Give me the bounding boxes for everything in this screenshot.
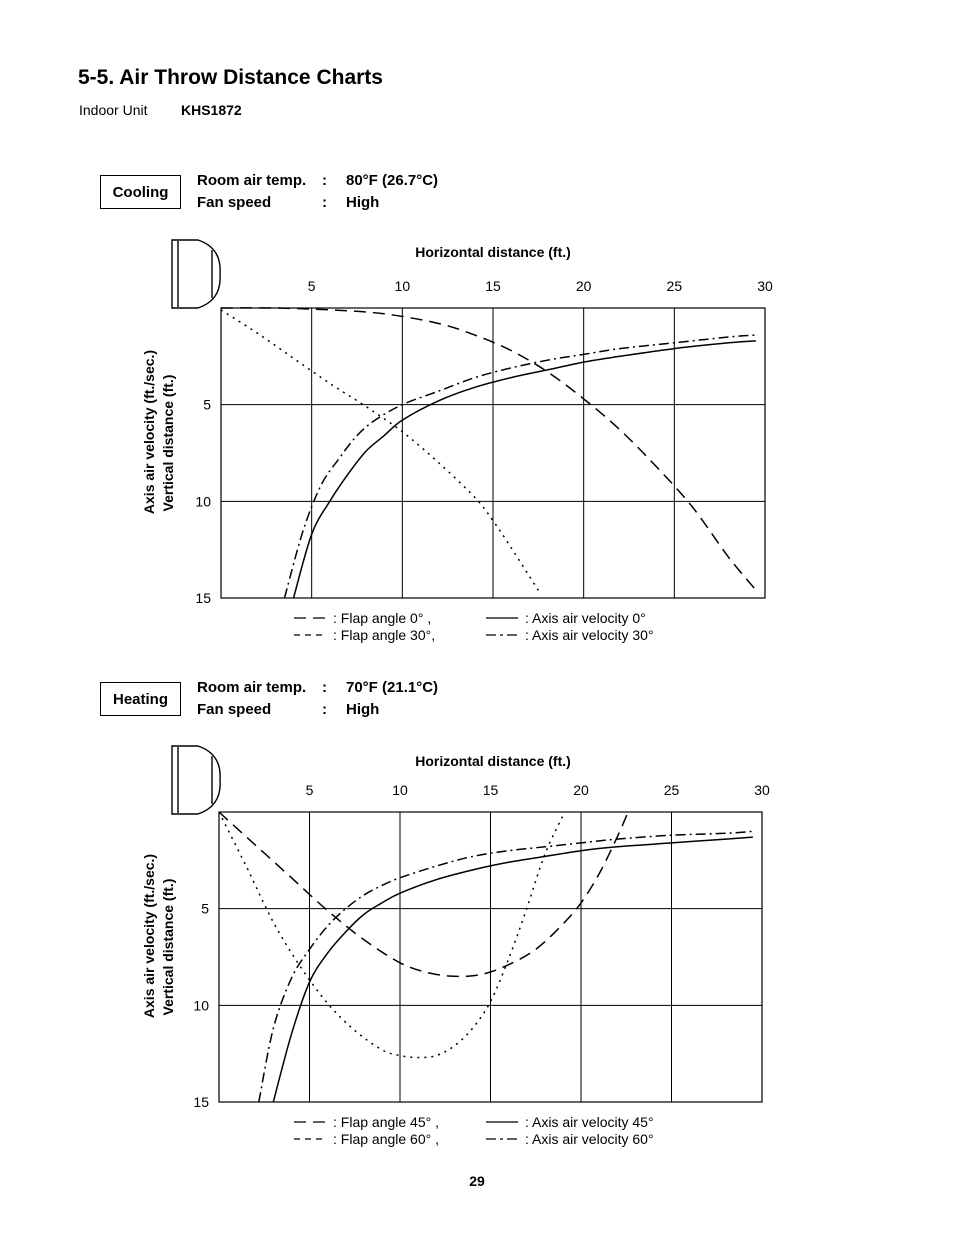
y-tick-label: 5 bbox=[201, 900, 209, 917]
y-tick-label: 15 bbox=[193, 1094, 209, 1110]
x-axis-title: Horizontal distance (ft.) bbox=[415, 244, 571, 260]
x-tick-label: 5 bbox=[307, 278, 316, 294]
page-title: 5-5. Air Throw Distance Charts bbox=[78, 66, 383, 89]
series-flap-line bbox=[221, 308, 758, 592]
y-tick-label: 5 bbox=[203, 396, 211, 413]
x-tick-label: 30 bbox=[757, 278, 773, 294]
indoor-unit-icon bbox=[172, 746, 220, 814]
page-number: 29 bbox=[469, 1173, 485, 1189]
condition-value: High bbox=[346, 701, 380, 718]
cooling-mode-box: Cooling bbox=[100, 175, 181, 209]
x-tick-label: 30 bbox=[754, 782, 770, 798]
y-axis-title-secondary: Vertical distance (ft.) bbox=[160, 374, 176, 512]
condition-separator: : bbox=[322, 194, 327, 211]
y-tick-label: 10 bbox=[193, 997, 209, 1014]
indoor-unit-icon bbox=[172, 240, 220, 308]
y-axis-title-secondary: Vertical distance (ft.) bbox=[160, 878, 176, 1016]
x-tick-label: 20 bbox=[573, 782, 589, 798]
x-tick-label: 25 bbox=[663, 782, 680, 798]
x-tick-label: 10 bbox=[392, 782, 408, 798]
unit-model: KHS1872 bbox=[181, 102, 242, 118]
legend-label: : Flap angle 30°, bbox=[333, 627, 436, 643]
condition-separator: : bbox=[322, 701, 327, 718]
legend-label: : Axis air velocity 60° bbox=[525, 1131, 654, 1147]
condition-label: Fan speed bbox=[197, 194, 272, 211]
series-flap-line-alt bbox=[221, 310, 538, 590]
legend-label: : Axis air velocity 45° bbox=[525, 1114, 654, 1130]
series-velocity-line bbox=[273, 837, 753, 1102]
condition-label: Fan speed bbox=[197, 701, 272, 718]
x-tick-label: 5 bbox=[305, 782, 314, 798]
y-tick-label: 10 bbox=[195, 493, 211, 510]
x-tick-label: 10 bbox=[394, 278, 411, 294]
condition-value: High bbox=[346, 194, 380, 211]
legend-label: : Flap angle 60° , bbox=[333, 1131, 439, 1147]
series-flap-line-alt bbox=[219, 812, 565, 1058]
series-velocity-line-alt bbox=[285, 335, 756, 598]
x-tick-label: 15 bbox=[482, 782, 499, 798]
heating-chart bbox=[141, 753, 770, 1147]
condition-value: 70°F (21.1°C) bbox=[346, 679, 439, 696]
unit-label: Indoor Unit bbox=[79, 102, 148, 118]
y-tick-label: 15 bbox=[195, 590, 211, 606]
y-axis-title: Axis air velocity (ft./sec.) bbox=[141, 853, 157, 1019]
legend-label: : Axis air velocity 30° bbox=[525, 627, 654, 643]
legend-label: : Flap angle 0° , bbox=[333, 610, 432, 626]
condition-label: Room air temp. bbox=[197, 172, 307, 189]
x-tick-label: 25 bbox=[666, 278, 683, 294]
series-velocity-line bbox=[294, 341, 756, 598]
x-tick-label: 20 bbox=[575, 278, 592, 294]
condition-separator: : bbox=[322, 172, 327, 189]
y-axis-title: Axis air velocity (ft./sec.) bbox=[141, 349, 157, 515]
series-flap-line bbox=[219, 812, 628, 976]
condition-separator: : bbox=[322, 679, 327, 696]
condition-value: 80°F (26.7°C) bbox=[346, 172, 439, 189]
heating-mode-box: Heating bbox=[100, 682, 181, 716]
legend-label: : Flap angle 45° , bbox=[333, 1114, 439, 1130]
cooling-chart bbox=[141, 244, 773, 643]
x-axis-title: Horizontal distance (ft.) bbox=[415, 753, 571, 769]
legend-label: : Axis air velocity 0° bbox=[525, 610, 646, 626]
condition-label: Room air temp. bbox=[197, 679, 307, 696]
x-tick-label: 15 bbox=[485, 278, 501, 294]
